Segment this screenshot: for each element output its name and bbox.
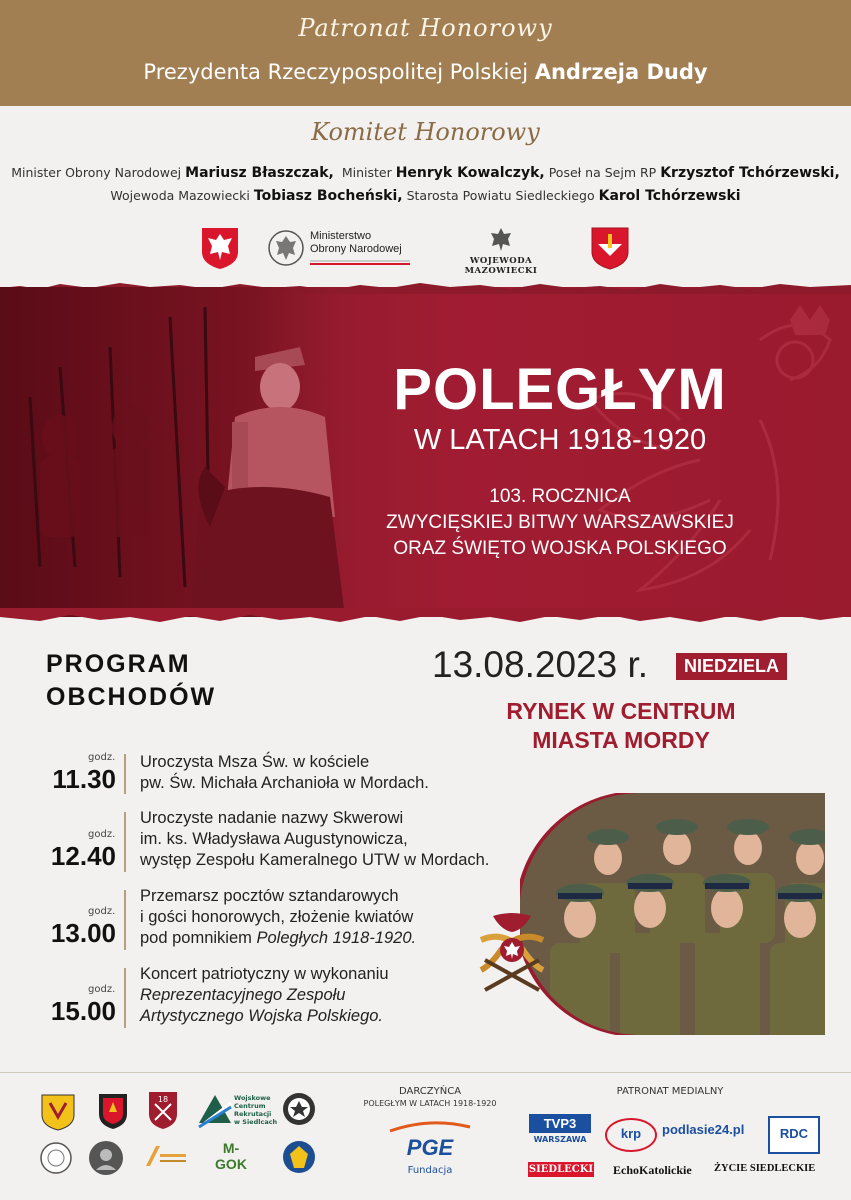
schedule-godz-label: godz. [88,829,116,840]
committee-row-2 [0,188,851,204]
program-heading-line-1: PROGRAM [46,650,191,678]
darczynca-label: DARCZYŃCA [398,1086,462,1097]
pge-fundacja: Fundacja [407,1165,453,1176]
echo-katolickie-logo: EchoKatolickie [613,1163,692,1177]
tvp3-wordmark: TVP3 [529,1114,591,1133]
wcr-line: Centrum [234,1102,266,1110]
event-place-line-1: RYNEK W CENTRUM [506,698,736,724]
mon-eagle-icon [268,228,304,268]
hero-battle-line: ZWYCIĘSKIEJ BITWY WARSZAWSKIEJ [386,512,734,533]
committee-role: Starosta Powiatu Siedleckiego [406,188,595,203]
schedule-time: 12.40 [50,841,116,871]
schedule-time: 15.00 [50,996,116,1026]
county-coat-of-arms-icon [590,226,630,270]
hero-holiday-line: ORAZ ŚWIĘTO WOJSKA POLSKIEGO [393,538,727,559]
committee-member: Mariusz Błaszczak, [185,165,334,181]
committee-member: Tobiasz Bocheński, [253,188,403,204]
cavalry-rider-photo [0,287,360,617]
schedule-text-italic: Poległych 1918-1920. [256,929,417,947]
trumpet-emblem-icon [473,910,551,996]
committee-title: Komitet Honorowy [311,118,540,146]
committee-member: Krzysztof Tchórzewski, [660,165,840,181]
schedule-godz-label: godz. [88,906,116,917]
patronat-prefix: Prezydenta Rzeczypospolitej Polskiej [143,60,529,84]
patronat-name: Andrzeja Dudy [534,60,708,84]
schedule-divider [124,890,126,950]
pge-wordmark: PGE [406,1135,454,1160]
portrait-medal-icon [88,1140,124,1176]
schedule-text-line [140,985,520,1006]
mon-line-2: Obrony Narodowej [310,243,402,255]
county-shield-icon [97,1092,129,1130]
schedule-text-line: Przemarsz pocztów sztandarowych [140,887,399,905]
wcr-line: Rekrutacji [234,1110,272,1118]
schedule-text-italic: Artystycznego Wojska Polskiego. [140,1007,384,1025]
hero-anniversary-line: 103. ROCZNICA [489,486,631,507]
committee-row-1 [0,165,851,181]
schedule-text-line: pw. Św. Michała Archanioła w Mordach. [140,774,429,792]
patronat-script-title: Patronat Honorowy [298,14,553,42]
wcr-line: Wojskowe [234,1094,271,1102]
mon-line-1: Ministerstwo [310,230,372,242]
wojewoda-eagle-icon [489,226,513,252]
fire-brigade-icon [282,1140,316,1174]
event-day-badge: NIEDZIELA [676,653,787,680]
committee-member: Henryk Kowalczyk, [395,165,545,181]
schedule-text-line: Uroczysta Msza Św. w kościele [140,753,370,771]
program-heading [46,648,216,714]
committee-role: Minister [341,165,392,180]
committee-role: Poseł na Sejm RP [548,165,657,180]
footer-divider [0,1072,851,1073]
schedule-time: 13.00 [50,918,116,948]
schedule-divider [124,754,126,794]
schedule-text-line [140,1006,520,1027]
hero-title: POLEGŁYM [393,357,727,422]
committee-role: Wojewoda Mazowiecki [110,188,250,203]
round-seal-icon [40,1142,72,1174]
zycie-siedleckie-logo: ŻYCIE SIEDLECKIE [714,1163,816,1174]
mgok-logo: M-GOK [215,1140,247,1172]
schedule-time: 11.30 [52,764,116,794]
mordy-coat-of-arms-icon [40,1093,76,1131]
patronat-medialny-label: PATRONAT MEDIALNY [616,1086,724,1097]
army-seal-icon [282,1092,316,1126]
committee-member: Karol Tchórzewski [598,188,741,204]
rdc-logo: RDC [768,1116,820,1154]
wcr-label [234,1094,284,1126]
schedule-text-line: im. ks. Władysława Augustynowicza, [140,830,408,848]
polish-eagle-icon [200,226,240,270]
podlasie24-logo: podlasie24.pl [662,1122,745,1137]
wojewoda-label: WOJEWODA MAZOWIECKI [464,256,538,276]
schedule-item [140,886,520,949]
darczynca-subtitle: POLEGŁYM W LATACH 1918-1920 [363,1099,497,1108]
patronat-line [0,60,851,84]
hero-rough-edge-bottom [0,608,851,626]
event-date: 13.08.2023 r. [432,644,649,685]
schedule-item [140,808,520,871]
pge-logo [380,1118,480,1176]
schedule-text-line: i gości honorowych, złożenie kwiatów [140,908,414,926]
schedule-text-line: Koncert patriotyczny w wykonaniu [140,965,389,983]
hero-subtitle: W LATACH 1918-1920 [413,424,707,456]
patronat-banner [0,0,851,106]
svg-text:18: 18 [157,1095,169,1104]
schedule-divider [124,968,126,1028]
schedule-text-line: Uroczyste nadanie nazwy Skwerowi [140,809,404,827]
schedule-godz-label: godz. [88,752,116,763]
schedule-text-italic: Reprezentacyjnego Zespołu [140,986,346,1004]
wcr-line: w Siedlcach [234,1118,278,1126]
schedule-item [140,964,520,1027]
wcr-emblem-icon [197,1093,233,1129]
schedule-divider [124,812,126,872]
pge-swoosh-icon [380,1121,480,1133]
schedule-godz-label: godz. [88,984,116,995]
krp-logo: krp [605,1118,657,1152]
committee-role: Minister Obrony Narodowej [11,165,182,180]
tvp3-city: WARSZAWA [533,1135,587,1144]
schedule-text-line: występ Zespołu Kameralnego UTW w Mordach. [140,851,490,869]
brigade-badge-icon [147,1090,179,1130]
mon-logo [268,226,412,270]
event-place-line-2: MIASTA MORDY [532,727,710,753]
tvp3-logo [529,1114,591,1144]
schedule-text-plain: pod pomnikiem [140,929,252,947]
tygodnik-siedlecki-logo: SIEDLECKI [528,1164,594,1175]
schedule-text-line [140,928,520,949]
wojewoda-logo [436,226,566,276]
soldiers-choir-photo [520,793,825,1035]
schedule-item [140,752,520,794]
program-heading-line-2: OBCHODÓW [46,683,217,711]
library-logo-icon [142,1140,188,1172]
